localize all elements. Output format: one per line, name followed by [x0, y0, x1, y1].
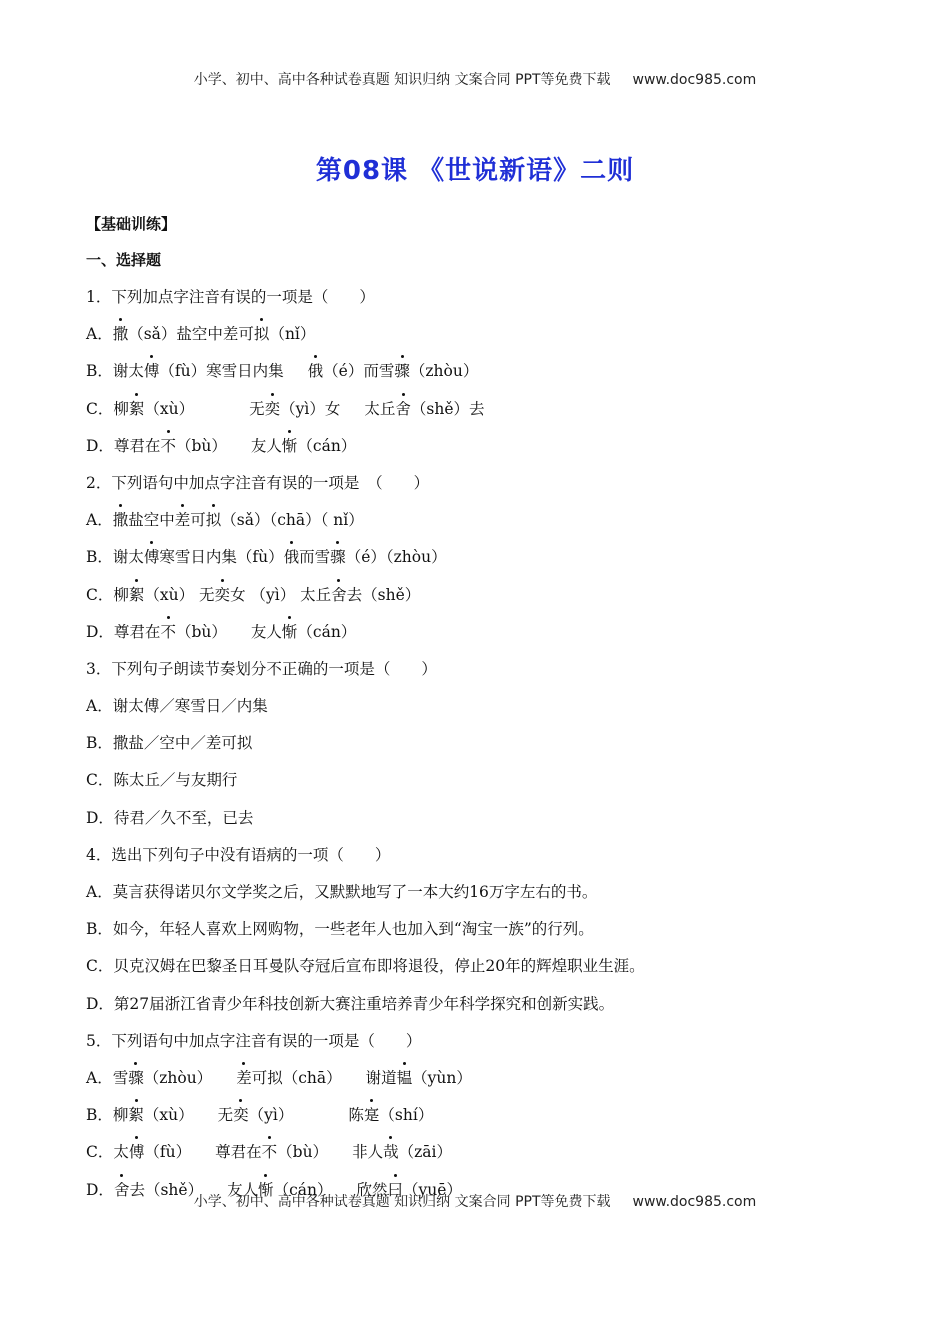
dotted-character: 哉	[383, 1139, 399, 1165]
question-line	[86, 689, 906, 726]
dotted-character: 撒	[113, 321, 129, 347]
line-text: A．雪	[86, 1068, 129, 1087]
dotted-character: 曰	[388, 1177, 404, 1203]
dotted-character: 拟	[254, 321, 270, 347]
line-text: （nǐ）	[269, 325, 316, 344]
line-text: 去（shě）	[129, 1180, 204, 1199]
line-text: 友人	[250, 622, 282, 641]
line-segment	[86, 544, 447, 570]
line-segment	[86, 693, 268, 719]
line-segment	[86, 842, 390, 868]
dotted-character: 差	[175, 507, 191, 533]
question-line	[86, 392, 906, 429]
dotted-character: 寔	[364, 1102, 380, 1128]
line-text: （shí）	[379, 1106, 434, 1125]
question-list	[86, 280, 906, 1210]
dotted-character: 骤	[394, 358, 410, 384]
line-text: A．莫言获得诺贝尔文学奖之后，又默默地写了一本大约16万字左右的书。	[86, 883, 598, 901]
dotted-character: 奕	[265, 396, 281, 422]
question-line	[86, 429, 906, 466]
line-text: （zhòu）	[409, 362, 479, 381]
question-line	[86, 652, 906, 689]
line-segment	[86, 582, 420, 608]
line-segment	[86, 730, 252, 756]
line-text: 无	[218, 399, 265, 418]
line-text: （cán）	[273, 1180, 333, 1199]
line-text: 去（shě）	[346, 585, 421, 604]
line-text: C．陈太丘／与友期行	[86, 771, 238, 790]
question-line	[86, 987, 906, 1024]
question-line	[86, 949, 906, 986]
banner-text: 小学、初中、高中各种试卷真题 知识归纳 文案合同 PPT等免费下载	[193, 72, 611, 88]
dotted-character: 傅	[144, 358, 160, 384]
dotted-character: 絮	[129, 396, 145, 422]
line-text: 谢道	[365, 1068, 397, 1087]
line-text: （zāi）	[398, 1143, 452, 1162]
line-segment	[86, 1139, 191, 1165]
line-segment	[364, 396, 484, 422]
line-text: （sǎ）（chā）（ nǐ）	[221, 511, 364, 530]
line-text: （cán）	[297, 622, 357, 641]
question-line	[86, 615, 906, 652]
line-text: 1．下列加点字注音有误的一项是（ ）	[86, 288, 375, 306]
line-text: B．撒盐／空中／差可拟	[86, 734, 253, 753]
line-text: 可	[190, 511, 206, 530]
question-line	[86, 912, 906, 949]
line-segment	[215, 1139, 328, 1165]
line-text: 尊君在	[215, 1143, 262, 1162]
dotted-character: 韫	[397, 1065, 413, 1091]
line-text: 盐空中	[128, 511, 175, 530]
banner-site-link[interactable]: www.doc985.com	[632, 72, 757, 88]
question-line	[86, 1061, 906, 1098]
dotted-character: 不	[160, 619, 176, 645]
dotted-character: 絮	[128, 1102, 144, 1128]
line-text: （xù）	[143, 1106, 194, 1125]
question-line	[86, 1024, 906, 1061]
section-multiple-choice: 一、选择题	[86, 251, 162, 269]
line-text: （xù） 无	[144, 585, 215, 604]
line-segment	[236, 1065, 341, 1091]
question-line	[86, 1135, 906, 1172]
dotted-character: 奕	[233, 1102, 249, 1128]
question-line	[86, 503, 906, 540]
line-segment	[86, 284, 375, 310]
line-text: （xù）	[144, 399, 195, 418]
banner-site-link[interactable]: www.doc985.com	[632, 1194, 757, 1210]
question-line	[86, 875, 906, 912]
line-text: 友人	[250, 436, 282, 455]
line-text: （yuē）	[403, 1180, 462, 1199]
line-text: （yì）女	[280, 399, 341, 418]
line-segment	[251, 433, 356, 459]
line-text: 5．下列语句中加点字注音有误的一项是（ ）	[86, 1031, 422, 1050]
line-segment	[86, 1102, 194, 1128]
footer-banner	[0, 1191, 950, 1211]
line-text: 无	[217, 1106, 234, 1125]
dotted-character: 俄	[284, 544, 300, 570]
dotted-character: 傅	[144, 544, 160, 570]
line-text: 3．下列句子朗读节奏划分不正确的一项是（ ）	[86, 659, 437, 678]
line-segment	[86, 1065, 212, 1091]
line-segment	[218, 1102, 294, 1128]
dotted-character: 舍	[331, 582, 347, 608]
line-segment	[86, 507, 364, 533]
line-text: C．太	[86, 1143, 129, 1162]
line-text: 2．下列语句中加点字注音有误的一项是 （ ）	[86, 473, 430, 492]
question-line	[86, 763, 906, 800]
line-text: （yì）	[248, 1106, 294, 1125]
question-line	[86, 726, 906, 763]
dotted-character: 俄	[308, 358, 324, 384]
line-text: （fù）寒雪日内集	[159, 362, 284, 381]
line-text: B．如今，年轻人喜欢上网购物，一些老年人也加入到“淘宝一族”的行列。	[86, 920, 594, 939]
line-segment	[86, 433, 227, 459]
dotted-character: 奕	[215, 582, 231, 608]
dotted-character: 拟	[206, 507, 222, 533]
line-segment	[86, 396, 194, 422]
question-line	[86, 354, 906, 391]
line-segment	[352, 1139, 452, 1165]
question-line	[86, 317, 906, 354]
line-text: D．待君／久不至，已去	[86, 808, 254, 827]
header-banner	[0, 69, 950, 89]
line-text: 太丘	[364, 399, 396, 418]
line-text: B．柳	[86, 1106, 129, 1125]
question-line	[86, 801, 906, 838]
line-segment	[86, 656, 437, 682]
line-text: 而雪	[299, 548, 331, 567]
line-text: D．	[86, 1180, 114, 1199]
line-text: （yùn）	[412, 1068, 472, 1087]
line-text: （sǎ）盐空中差可	[128, 325, 254, 344]
dotted-character: 惭	[258, 1177, 274, 1203]
line-text: 女 （yì） 太丘	[230, 585, 332, 604]
line-segment	[86, 470, 429, 496]
line-text: C．贝克汉姆在巴黎圣日耳曼队夺冠后宣布即将退役，停止20年的辉煌职业生涯。	[86, 957, 645, 976]
dotted-character: 舍	[395, 396, 411, 422]
line-text: （fù）	[144, 1143, 192, 1162]
line-text: （é）（zhòu）	[345, 548, 447, 567]
line-segment	[86, 321, 315, 347]
dotted-character: 舍	[114, 1177, 130, 1203]
line-segment	[251, 619, 356, 645]
line-segment	[86, 805, 253, 831]
line-segment	[366, 1065, 472, 1091]
line-text: （bù）	[175, 622, 227, 641]
line-text: A．	[86, 511, 113, 530]
line-text: （bù）	[175, 436, 227, 455]
question-line	[86, 540, 906, 577]
line-text: 寒雪日内集（fù）	[159, 548, 284, 567]
line-text: C．柳	[86, 585, 129, 604]
line-text: （cán）	[297, 436, 357, 455]
line-text: B．谢太	[86, 362, 144, 381]
line-segment	[86, 916, 594, 942]
line-segment	[86, 358, 284, 384]
dotted-character: 撒	[113, 507, 129, 533]
dotted-character: 骤	[128, 1065, 144, 1091]
dotted-character: 骤	[330, 544, 346, 570]
dotted-character: 傅	[129, 1139, 145, 1165]
line-segment	[86, 619, 227, 645]
line-text: （bù）	[277, 1143, 329, 1162]
line-text: 欣然	[356, 1180, 388, 1199]
dotted-character: 惭	[282, 619, 298, 645]
line-text: D．第27届浙江省青少年科技创新大赛注重培养青少年科学探究和创新实践。	[86, 994, 615, 1013]
line-segment	[86, 767, 237, 793]
question-line	[86, 280, 906, 317]
dotted-character: 絮	[129, 582, 145, 608]
lesson-title: 第08课 《世说新语》二则	[315, 156, 635, 186]
question-line	[86, 466, 906, 503]
dotted-character: 差	[236, 1065, 252, 1091]
line-text: （zhòu）	[143, 1068, 213, 1087]
line-segment	[218, 396, 340, 422]
question-line	[86, 838, 906, 875]
line-text: 可拟（chā）	[251, 1068, 342, 1087]
line-segment	[86, 1028, 421, 1054]
line-segment	[317, 1102, 433, 1128]
line-text: （é）而雪	[323, 362, 395, 381]
dotted-character: 惭	[282, 433, 298, 459]
banner-text: 小学、初中、高中各种试卷真题 知识归纳 文案合同 PPT等免费下载	[193, 1194, 611, 1210]
line-text: 非人	[352, 1143, 384, 1162]
question-line	[86, 1098, 906, 1135]
line-text: D．尊君在	[86, 622, 161, 641]
line-text: 4．选出下列句子中没有语病的一项（ ）	[86, 845, 391, 864]
line-text: C．柳	[86, 399, 129, 418]
line-segment	[308, 358, 479, 384]
line-text: A．	[86, 325, 113, 344]
line-segment	[86, 991, 614, 1017]
line-segment	[86, 953, 645, 979]
line-segment	[86, 879, 597, 905]
line-text: A．谢太傅／寒雪日／内集	[86, 697, 268, 716]
dotted-character: 不	[262, 1139, 278, 1165]
question-line	[86, 578, 906, 615]
line-text: D．尊君在	[86, 436, 161, 455]
line-text: 友人	[227, 1180, 259, 1199]
dotted-character: 不	[160, 433, 176, 459]
line-text: B．谢太	[86, 548, 144, 567]
section-basic-training: 【基础训练】	[86, 215, 177, 233]
line-text: （shě）去	[410, 399, 485, 418]
line-text: 陈	[317, 1106, 364, 1125]
